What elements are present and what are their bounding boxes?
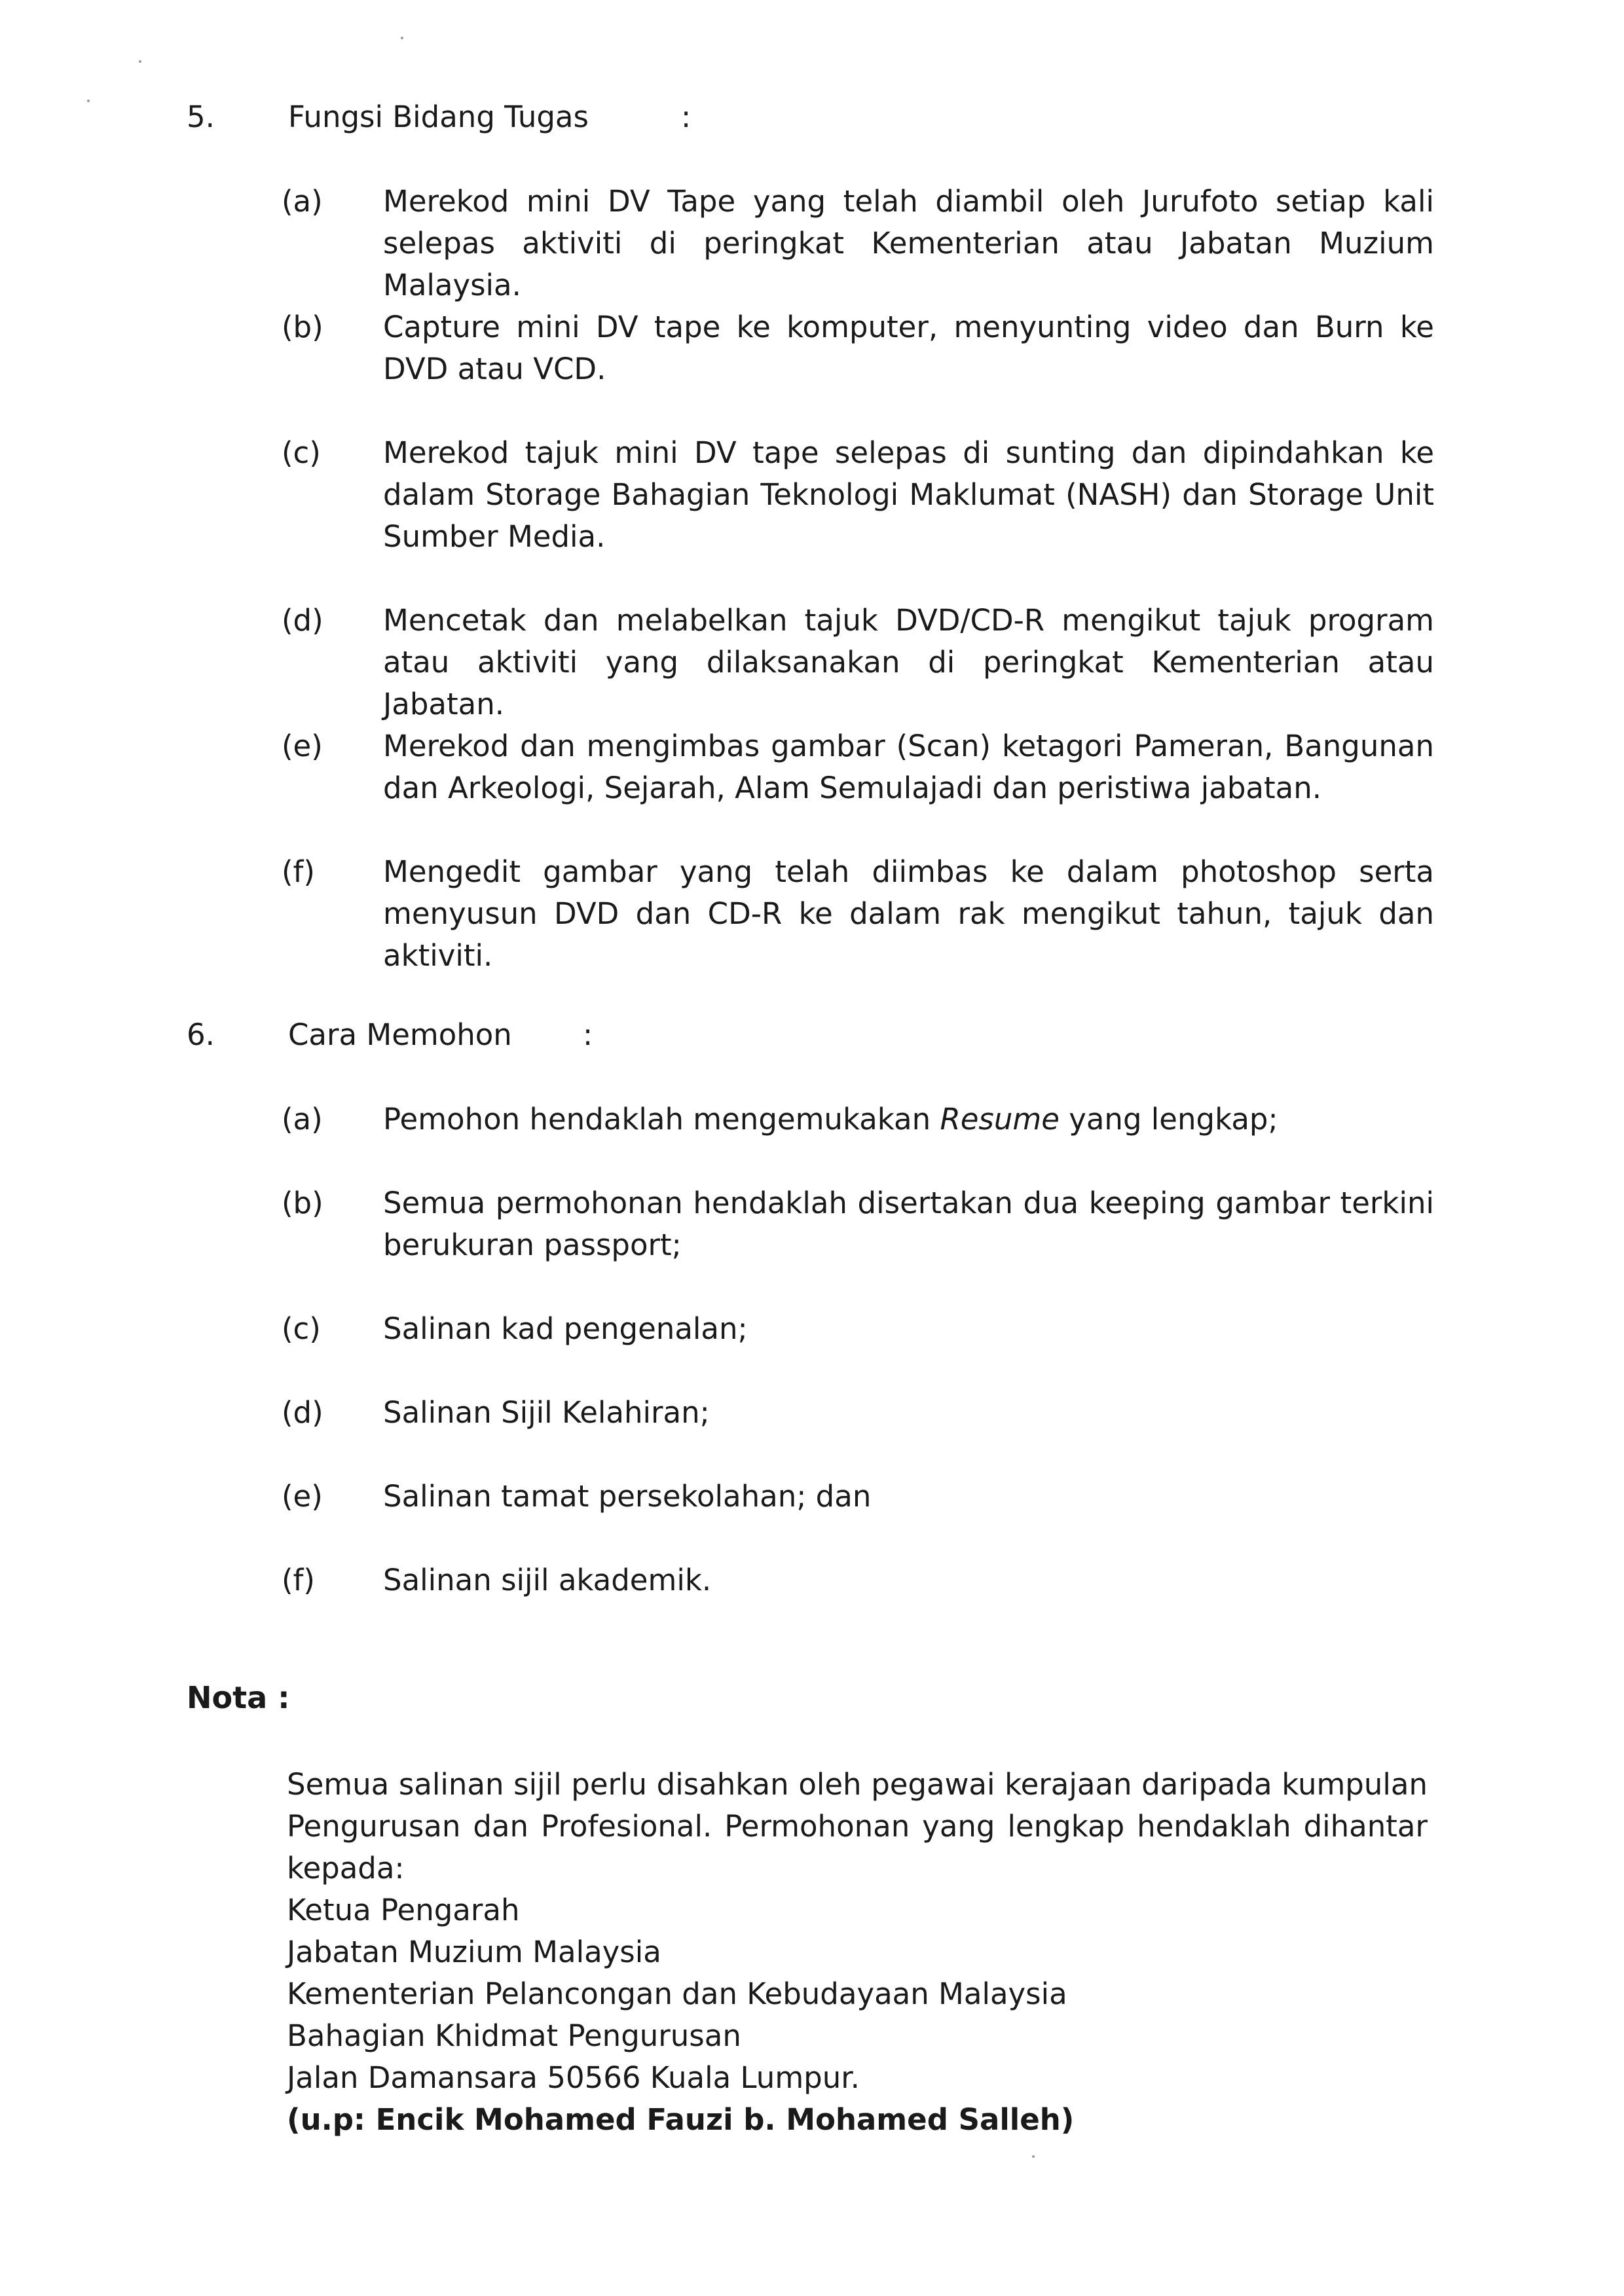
item-text <box>383 1099 1434 1140</box>
item-text: Capture mini DV tape ke komputer, menyunting video dan Burn ke DVD atau VCD. <box>383 310 1434 386</box>
item-text: Merekod dan mengimbas gambar (Scan) ketagori Pameran, Bangunan dan Arkeologi, Sejarah, Alam Semulajadi dan peristiwa jabatan. <box>383 729 1434 805</box>
attention-line: (u.p: Encik Mohamed Fauzi b. Mohamed Salleh) <box>287 2102 1075 2137</box>
item-text: Mencetak dan melabelkan tajuk DVD/CD-R mengikut tajuk program atau aktiviti yang dilaksanakan di peringkat Kementerian atau Jabatan. <box>383 603 1434 721</box>
item-text: Salinan sijil akademik. <box>383 1563 712 1597</box>
item-text: Mengedit gambar yang telah diimbas ke dalam photoshop serta menyusun DVD dan CD-R ke dalam rak mengikut tahun, tajuk dan aktiviti. <box>383 854 1434 973</box>
item-text: Salinan kad pengenalan; <box>383 1311 748 1346</box>
item-label: (b) <box>282 310 323 344</box>
scan-speck <box>87 100 90 102</box>
item-label: (e) <box>282 729 323 763</box>
section-title: Fungsi Bidang Tugas <box>288 100 589 134</box>
address-line: Bahagian Khidmat Pengurusan <box>287 2018 741 2053</box>
item-text: Semua permohonan hendaklah disertakan dua keeping gambar terkini berukuran passport; <box>383 1186 1434 1262</box>
item-label: (c) <box>282 435 321 470</box>
section-colon: : <box>583 1017 593 1052</box>
item-text: Salinan tamat persekolahan; dan <box>383 1479 872 1514</box>
section-title: Cara Memohon <box>288 1017 512 1052</box>
item-label: (c) <box>282 1311 321 1346</box>
scan-speck <box>1032 2155 1035 2158</box>
scan-speck <box>139 60 141 63</box>
address-line: Jabatan Muzium Malaysia <box>287 1935 661 1969</box>
nota-paragraph: Semua salinan sijil perlu disahkan oleh pegawai kerajaan daripada kumpulan Pengurusan dan Profesional. Permohonan yang lengkap hendaklah dihantar kepada: <box>287 1767 1428 1886</box>
item-text: Salinan Sijil Kelahiran; <box>383 1395 710 1430</box>
item-text-italic: Resume <box>940 1102 1060 1137</box>
item-label: (e) <box>282 1479 323 1514</box>
item-text: Merekod tajuk mini DV tape selepas di sunting dan dipindahkan ke dalam Storage Bahagian Teknologi Maklumat (NASH) dan Storage Unit Sumber Media. <box>383 435 1434 554</box>
address-line: Jalan Damansara 50566 Kuala Lumpur. <box>287 2060 860 2095</box>
item-label: (d) <box>282 1395 323 1430</box>
section-number: 6. <box>187 1017 215 1052</box>
item-label: (f) <box>282 1563 315 1597</box>
item-text-after: yang lengkap; <box>1059 1102 1278 1137</box>
item-label: (b) <box>282 1186 323 1220</box>
item-label: (a) <box>282 184 323 219</box>
section-colon: : <box>681 100 692 134</box>
scan-speck <box>401 37 403 39</box>
address-line: Ketua Pengarah <box>287 1893 520 1927</box>
item-text: Merekod mini DV Tape yang telah diambil oleh Jurufoto setiap kali selepas aktiviti di peringkat Kementerian atau Jabatan Muzium Malaysia. <box>383 184 1434 302</box>
mailing-address <box>287 1889 1074 2141</box>
nota-heading: Nota : <box>187 1680 290 1715</box>
item-label: (d) <box>282 603 323 638</box>
item-label: (f) <box>282 854 315 889</box>
item-label: (a) <box>282 1102 323 1137</box>
address-line: Kementerian Pelancongan dan Kebudayaan Malaysia <box>287 1977 1067 2011</box>
item-text-before: Pemohon hendaklah mengemukakan <box>383 1102 940 1137</box>
section-number: 5. <box>187 100 215 134</box>
